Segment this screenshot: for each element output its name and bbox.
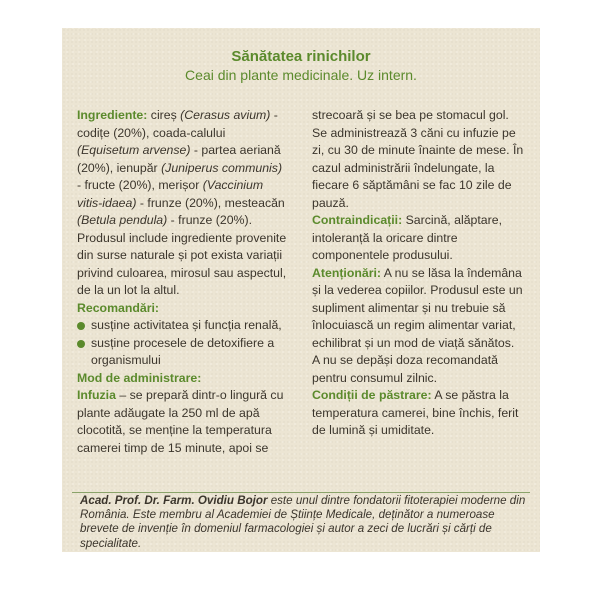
contraindications-label: Contraindicații: <box>312 213 403 227</box>
author-bio: este unul dintre fondatorii fitoterapiei moderne din România. Este membru al Academiei de Științe Medicale, deținător a numeroase brevete de invenție în domeniul farmacologiei și autor a zeci de lucrări și cărți de specialitate. <box>80 494 526 550</box>
ingredients-text: - frunze (20%), mesteacăn <box>136 195 285 210</box>
administration-label: Mod de administrare: <box>77 370 202 385</box>
left-column <box>77 107 287 457</box>
author-note <box>80 494 528 551</box>
storage-label: Condiții de păstrare: <box>312 388 432 402</box>
product-title: Sănătatea rinichilor <box>231 48 371 65</box>
administration-continued: strecoară și se bea pe stomacul gol. Se administrează 3 căni cu infuzie pe zi, cu 30 de minute înainte de mese. În cazul administrării îndelungate, la fiecare 6 săptămâni se fac 10 zile de pauză. <box>312 108 524 210</box>
label-panel <box>62 28 540 552</box>
recommendation-text: susține procesele de detoxifiere a organismului <box>91 335 275 367</box>
recommendations-label: Recomandări: <box>77 300 160 315</box>
recommendation-item <box>77 317 287 335</box>
ingredients-text: - frunze (20%). Produsul include ingrediente provenite din surse naturale și pot exista variații privind culoarea, mirosul sau aspectul, de la un lot la altul. <box>77 213 287 297</box>
contraindications-text: Sarcină, alăptare, intoleranță la oricare dintre componentele produsului. <box>312 213 502 262</box>
infusion-paragraph <box>77 387 287 457</box>
product-subtitle: Ceai din plante medicinale. Uz intern. <box>185 67 417 83</box>
warnings-text: A nu se lăsa la îndemâna și la vederea copiilor. Produsul este un supliment alimentar și nu trebuie să înlocuiască un regim alimentar variat, echilibrat și un mod de viață sănătos. A nu se depăși doza recomandată pentru consumul zilnic. <box>312 265 523 385</box>
footer-divider <box>72 492 530 493</box>
ingredients-text: - codițe (20%), coada-calului <box>77 108 278 140</box>
ingredients-label: Ingrediente: <box>77 108 148 122</box>
recommendation-text: susține activitatea și funcția renală, <box>91 318 282 332</box>
bullet-dot-icon <box>77 340 85 348</box>
ingredients-text: cireș <box>147 108 181 122</box>
storage-paragraph <box>312 387 524 440</box>
ingredient-latin: (Equisetum arvense) <box>77 143 191 157</box>
contraindications-paragraph <box>312 212 524 265</box>
ingredients-text: - partea aeriană (20%), ienupăr <box>77 143 281 175</box>
ingredient-latin: (Vaccinium vitis-idaea) <box>77 178 264 210</box>
bullet-dot-icon <box>77 322 85 330</box>
recommendation-item <box>77 335 287 370</box>
ingredient-latin: (Juniperus communis) <box>161 160 283 175</box>
ingredient-latin: (Betula pendula) <box>77 213 168 227</box>
infusion-label: Infuzia <box>77 388 116 402</box>
warnings-label: Atenționări: <box>312 265 381 280</box>
warnings-paragraph <box>312 265 524 388</box>
infusion-text: – se prepară dintr-o lingură cu plante adăugate la 250 ml de apă clocotită, se menține la temperatura camerei timp de 15 minute, apoi se <box>77 388 284 455</box>
author-name: Acad. Prof. Dr. Farm. Ovidiu Bojor <box>80 494 268 507</box>
ingredients-text: - fructe (20%), merișor <box>77 178 203 192</box>
right-column <box>312 107 524 440</box>
ingredient-latin: (Cerasus avium) <box>180 108 271 122</box>
ingredients-paragraph <box>77 107 287 300</box>
storage-text: A se păstra la temperatura camerei, bine închis, ferit de lumină și umiditate. <box>312 388 519 437</box>
